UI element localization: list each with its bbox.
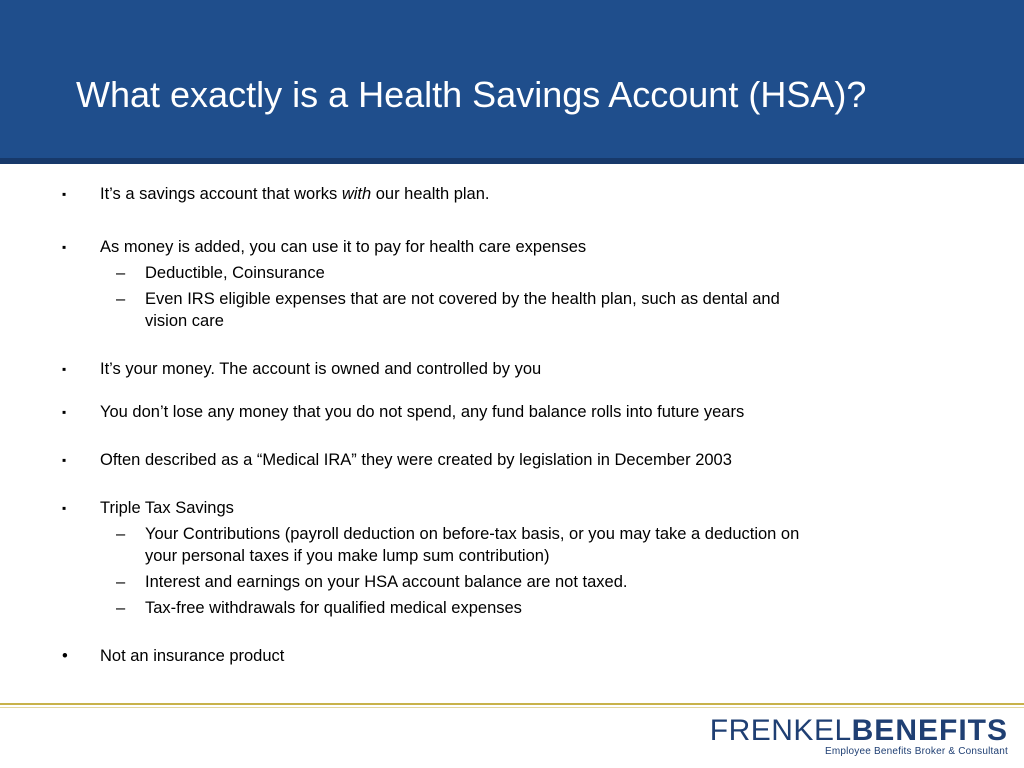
bullet-marker: ▪	[62, 240, 67, 254]
bullet-2-text: As money is added, you can use it to pay for health care expenses	[100, 238, 587, 256]
sub-bullet-2-2-line-1: Even IRS eligible expenses that are not covered by the health plan, such as dental and	[145, 290, 780, 308]
bullet-3-text: It’s your money. The account is owned and controlled by you	[100, 360, 542, 378]
bullet-1-text-before: It’s a savings account that works	[100, 185, 342, 203]
bullet-marker: ▪	[62, 501, 67, 515]
bullet-4-text: You don’t lose any money that you do not spend, any fund balance rolls into future years	[100, 403, 745, 421]
bullet-marker: •	[62, 647, 68, 665]
logo-tagline: Employee Benefits Broker & Consultant	[824, 746, 1008, 757]
bullet-6-text: Triple Tax Savings	[100, 499, 234, 517]
sub-bullet-2-1-text: Deductible, Coinsurance	[145, 264, 325, 282]
footer-rule	[0, 703, 1024, 705]
sub-bullet-6-1-line-2: your personal taxes if you make lump sum contribution)	[145, 547, 550, 565]
sub-bullet-marker: –	[116, 264, 126, 282]
bullet-1-text-after: our health plan.	[371, 185, 490, 203]
frenkel-benefits-logo	[710, 716, 1008, 757]
logo-frenkel: FRENKEL	[709, 714, 852, 747]
bullet-1-emphasis: with	[341, 185, 372, 203]
slide-title: What exactly is a Health Savings Account (HSA)?	[76, 74, 867, 115]
sub-bullet-marker: –	[116, 290, 126, 308]
sub-bullet-6-2-text: Interest and earnings on your HSA account balance are not taxed.	[145, 573, 628, 591]
sub-bullet-marker: –	[116, 573, 126, 591]
bullet-1-text	[100, 183, 490, 205]
bullet-marker: ▪	[62, 405, 67, 419]
sub-bullet-6-3-text: Tax-free withdrawals for qualified medical expenses	[145, 599, 522, 617]
bullet-marker: ▪	[62, 362, 67, 376]
bullet-5-text: Often described as a “Medical IRA” they were created by legislation in December 2003	[100, 451, 732, 469]
sub-bullet-2-2-line-2: vision care	[145, 312, 224, 330]
bullet-7-text: Not an insurance product	[100, 647, 285, 665]
sub-bullet-6-1-line-1: Your Contributions (payroll deduction on before-tax basis, or you may take a deduction on	[145, 525, 800, 543]
logo-benefits: BENEFITS	[851, 714, 1008, 747]
footer-rule-thin	[0, 707, 1024, 708]
bullet-marker: ▪	[62, 187, 67, 201]
sub-bullet-marker: –	[116, 599, 126, 617]
sub-bullet-marker: –	[116, 525, 126, 543]
logo-wordmark	[710, 716, 1008, 746]
bullet-marker: ▪	[62, 453, 67, 467]
